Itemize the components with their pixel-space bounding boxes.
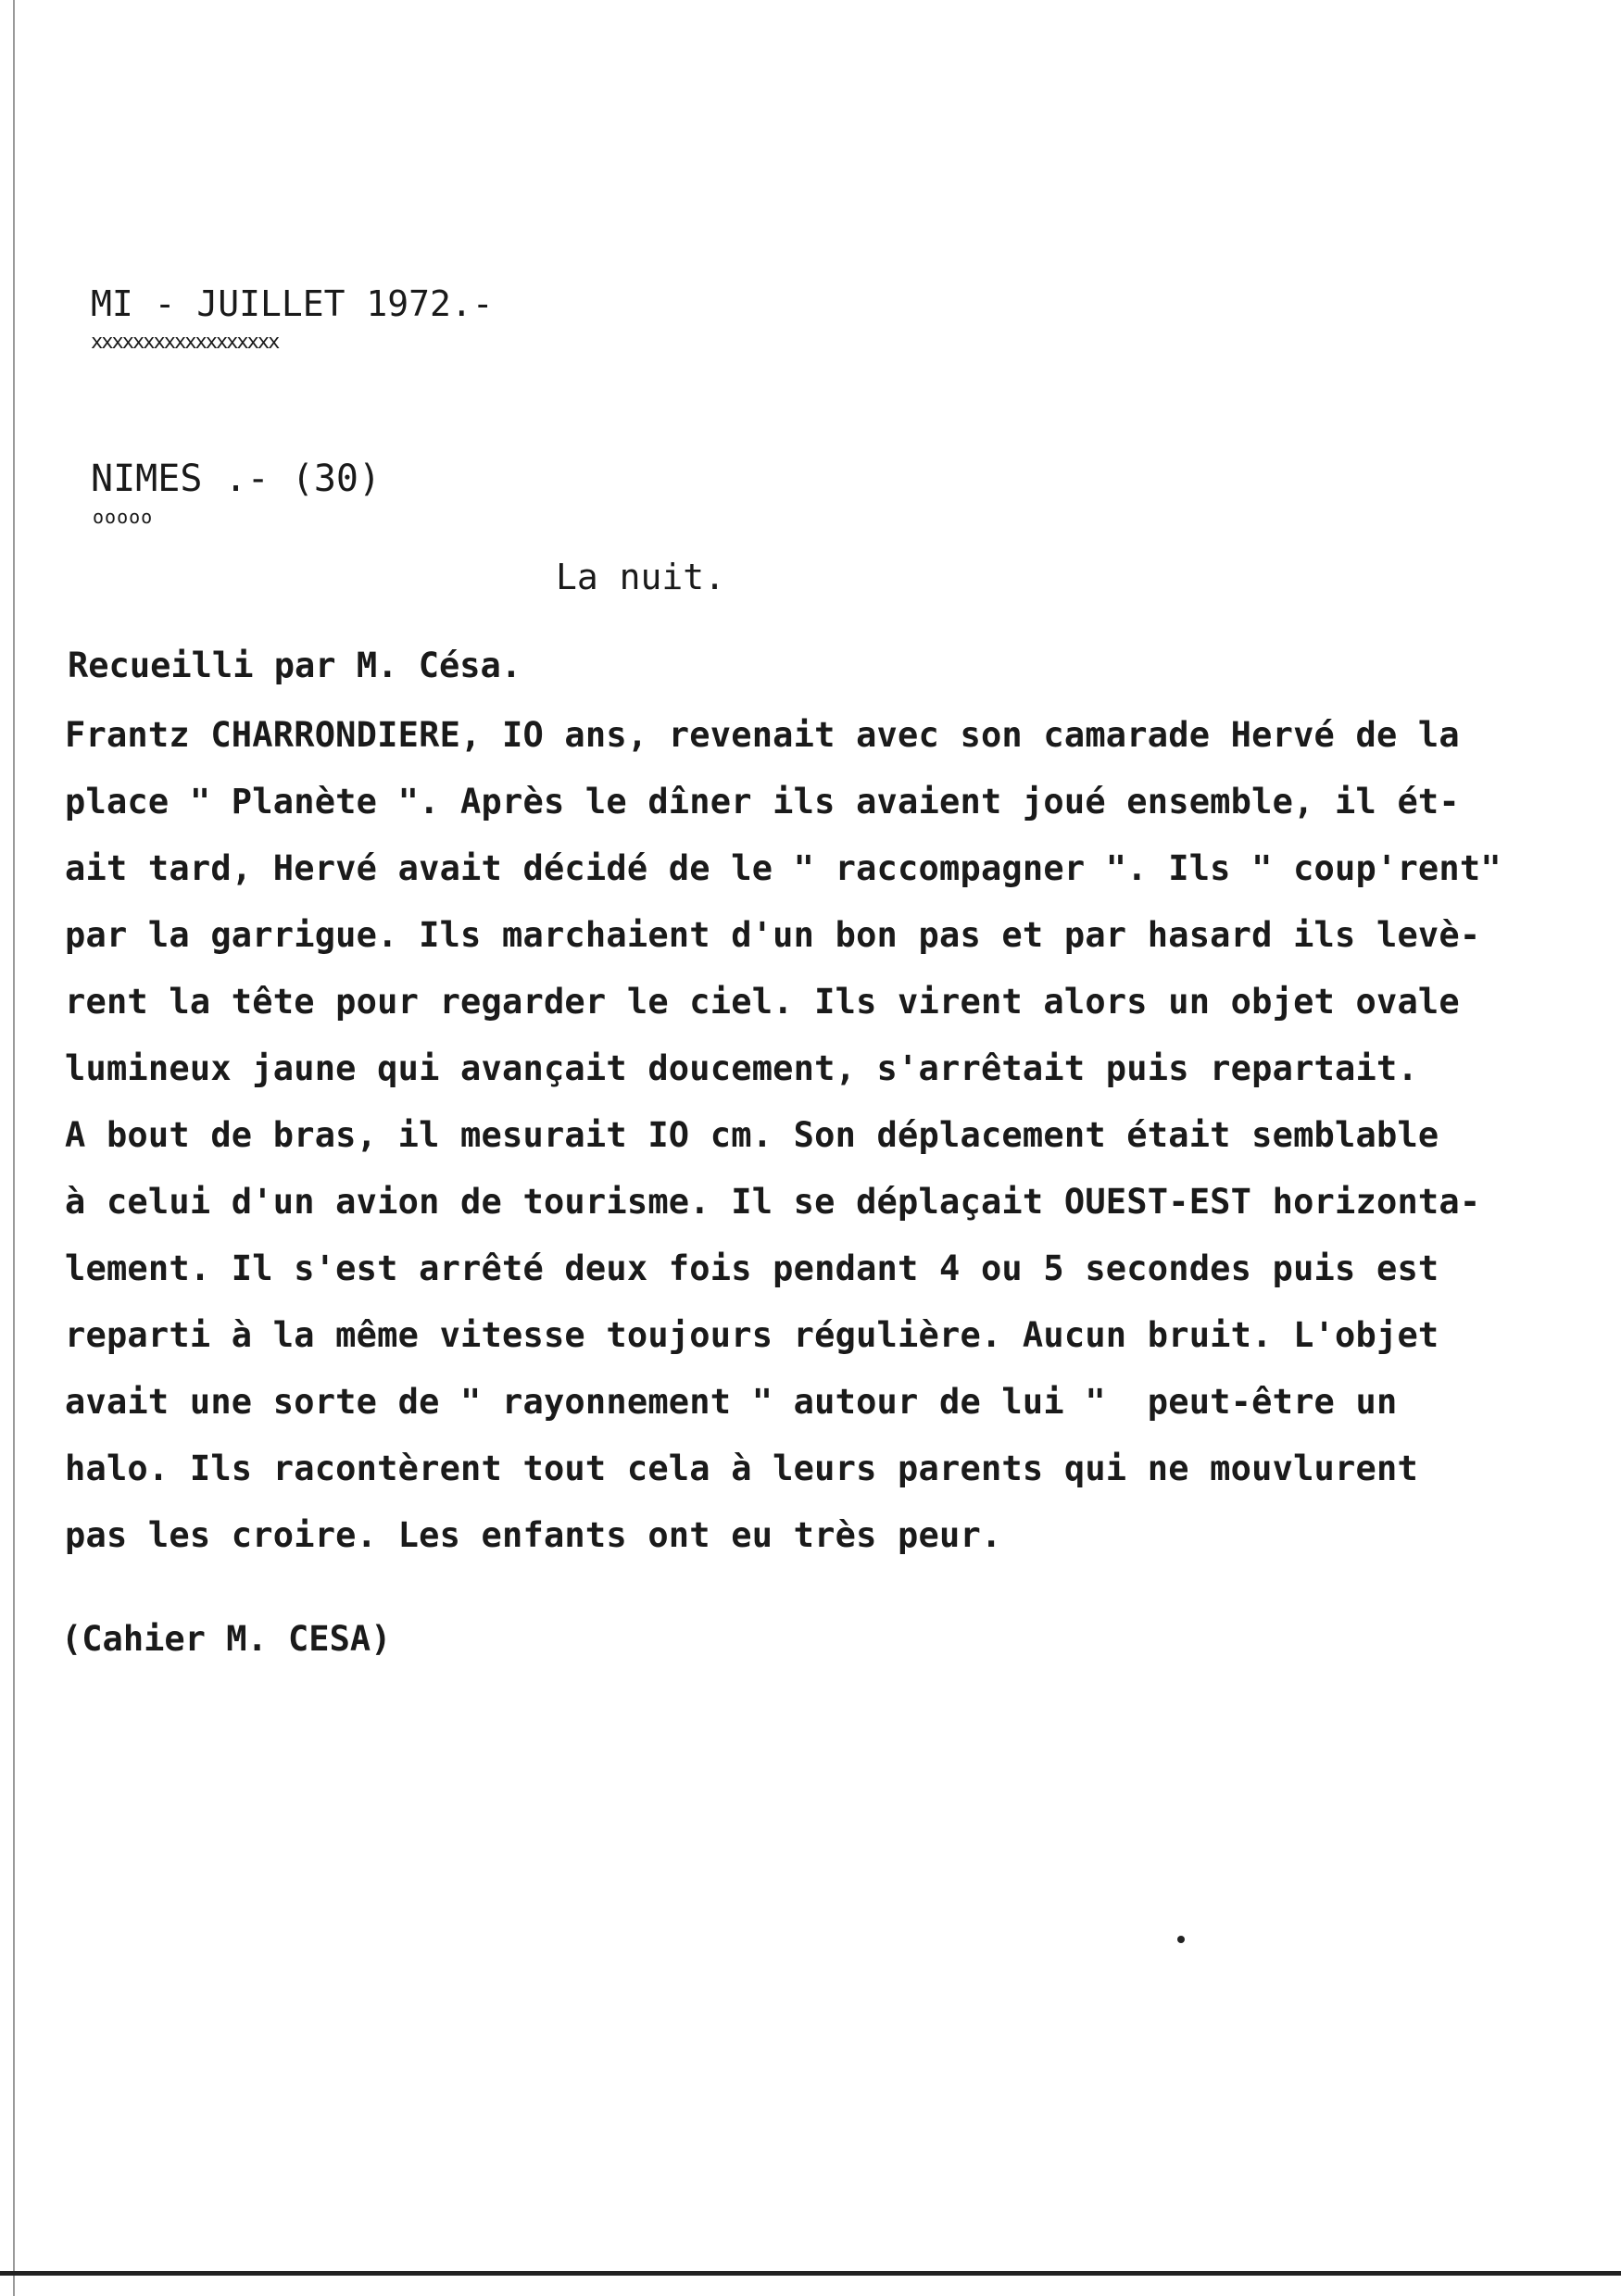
report-title: La nuit.	[556, 557, 726, 597]
body-line: lement. Il s'est arrêté deux fois pendant 4 ou 5 secondes puis est	[65, 1248, 1439, 1288]
place-underline: ooooo	[93, 506, 154, 528]
body-line: à celui d'un avion de tourisme. Il se déplaçait OUEST-EST horizonta-	[65, 1182, 1481, 1222]
body-line: Frantz CHARRONDIERE, IO ans, revenait avec son camarade Hervé de la	[65, 715, 1460, 755]
report-body	[65, 717, 1565, 1584]
body-line: ait tard, Hervé avait décidé de le " raccompagner ". Ils " coup'rent"	[65, 848, 1502, 888]
date-underline: xxxxxxxxxxxxxxxxxx	[91, 331, 279, 354]
body-line: par la garrigue. Ils marchaient d'un bon pas et par hasard ils levè-	[65, 915, 1481, 955]
body-line: A bout de bras, il mesurait IO cm. Son déplacement était semblable	[65, 1115, 1439, 1155]
report-source: (Cahier M. CESA)	[61, 1619, 392, 1659]
report-date: MI - JUILLET 1972.-	[91, 283, 494, 324]
page-bottom-edge	[0, 2271, 1621, 2276]
body-line: avait une sorte de " rayonnement " autour de lui " peut-être un	[65, 1382, 1398, 1422]
body-line: halo. Ils racontèrent tout cela à leurs parents qui ne mouvlurent	[65, 1449, 1418, 1488]
ink-speck	[1177, 1936, 1185, 1943]
body-line: rent la tête pour regarder le ciel. Ils virent alors un objet ovale	[65, 982, 1460, 1022]
recorded-by: Recueilli par M. Césa.	[68, 646, 522, 685]
body-line: pas les croire. Les enfants ont eu très peur.	[65, 1515, 1002, 1555]
report-place: NIMES .- (30)	[91, 458, 382, 500]
body-line: place " Planète ". Après le dîner ils avaient joué ensemble, il ét-	[65, 782, 1460, 822]
body-line: reparti à la même vitesse toujours régulière. Aucun bruit. L'objet	[65, 1315, 1439, 1355]
page-left-edge	[13, 0, 15, 2296]
body-line: lumineux jaune qui avançait doucement, s'arrêtait puis repartait.	[65, 1048, 1418, 1088]
